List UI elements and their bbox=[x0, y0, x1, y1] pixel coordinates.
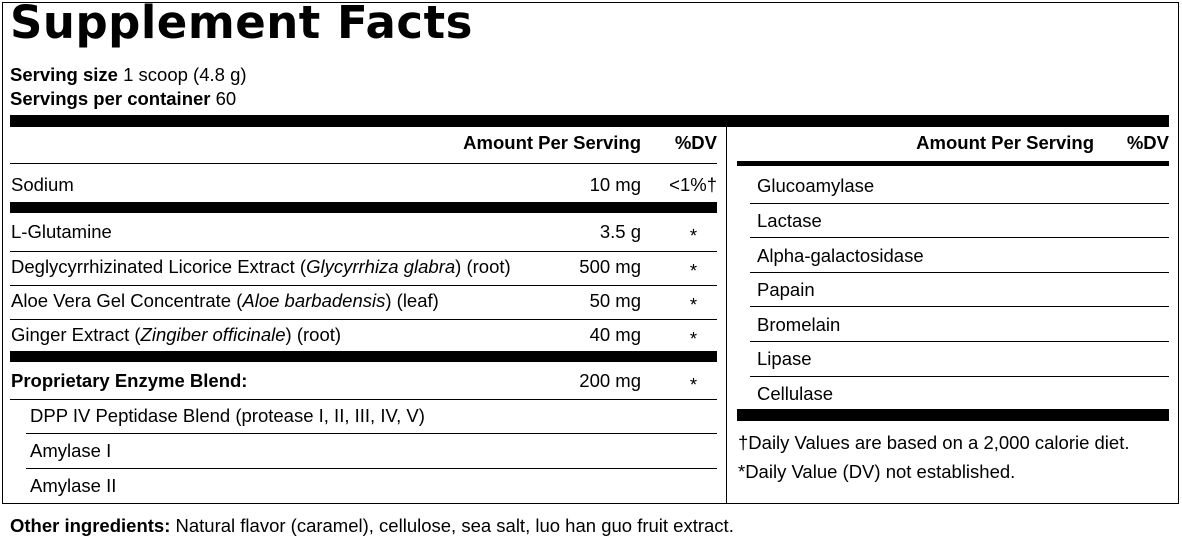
left-header-dv: %DV bbox=[674, 132, 717, 153]
servings-value: 60 bbox=[215, 88, 237, 109]
blend-item: Glucoamylase bbox=[757, 175, 875, 196]
footnote-daily-values: †Daily Values are based on a 2,000 calorie diet. bbox=[738, 432, 1130, 453]
left-thick-rule-1 bbox=[10, 202, 717, 213]
sodium-amount: 10 mg bbox=[589, 174, 641, 195]
ingredient-amount: 3.5 g bbox=[599, 221, 641, 242]
blend-item: Alpha-galactosidase bbox=[757, 245, 924, 266]
row-rule bbox=[10, 399, 717, 400]
blend-item: Amylase I bbox=[30, 440, 112, 461]
ingredient-name: Deglycyrrhizinated Licorice Extract (Glycyrrhiza glabra) (root) bbox=[11, 256, 511, 277]
left-header-amount: Amount Per Serving bbox=[463, 132, 641, 153]
ingredient-dv: * bbox=[689, 260, 698, 281]
right-header-amount: Amount Per Serving bbox=[916, 132, 1094, 153]
row-rule bbox=[750, 376, 1169, 377]
other-ingredients-text: Natural flavor (caramel), cellulose, sea salt, luo han guo fruit extract. bbox=[175, 515, 734, 536]
ingredient-name: Aloe Vera Gel Concentrate (Aloe barbadensis) (leaf) bbox=[11, 290, 439, 311]
ingredient-dv: * bbox=[689, 225, 698, 246]
right-header-dv: %DV bbox=[1126, 132, 1169, 153]
blend-name: Proprietary Enzyme Blend: bbox=[11, 370, 248, 391]
row-rule bbox=[750, 203, 1169, 204]
blend-item: Amylase II bbox=[30, 475, 117, 496]
ingredient-name: L-Glutamine bbox=[11, 221, 112, 242]
blend-dv: * bbox=[689, 374, 698, 395]
right-thick-rule bbox=[737, 409, 1169, 421]
blend-item: Lipase bbox=[757, 348, 812, 369]
row-rule bbox=[10, 319, 717, 320]
right-header-rule bbox=[737, 161, 1169, 166]
ingredient-dv: * bbox=[689, 328, 698, 349]
sodium-dv: <1%† bbox=[669, 174, 717, 195]
serving-size-label: Serving size bbox=[10, 64, 118, 85]
blend-item: Bromelain bbox=[757, 314, 841, 335]
other-ingredients-label: Other ingredients: bbox=[10, 515, 171, 536]
footnote-dv-not-established: *Daily Value (DV) not established. bbox=[738, 461, 1016, 482]
servings-label: Servings per container bbox=[10, 88, 211, 109]
ingredient-name: Ginger Extract (Zingiber officinale) (root) bbox=[11, 324, 342, 345]
top-thick-rule bbox=[10, 115, 1169, 127]
blend-item: Papain bbox=[757, 279, 815, 300]
row-rule bbox=[26, 468, 717, 469]
blend-item: Cellulase bbox=[757, 383, 834, 404]
row-rule bbox=[750, 272, 1169, 273]
servings-per-container bbox=[10, 88, 236, 110]
sodium-name: Sodium bbox=[11, 174, 74, 195]
ingredient-dv: * bbox=[689, 294, 698, 315]
serving-size bbox=[10, 64, 247, 86]
blend-item: Lactase bbox=[757, 210, 822, 231]
row-rule bbox=[26, 433, 717, 434]
row-rule bbox=[750, 306, 1169, 307]
other-ingredients bbox=[10, 515, 734, 537]
serving-size-value: 1 scoop (4.8 g) bbox=[123, 64, 247, 85]
row-rule bbox=[750, 237, 1169, 238]
left-header-rule bbox=[10, 163, 717, 164]
row-rule bbox=[10, 285, 717, 286]
left-thick-rule-2 bbox=[10, 351, 717, 362]
row-rule bbox=[10, 251, 717, 252]
ingredient-amount: 50 mg bbox=[589, 290, 641, 311]
ingredient-amount: 40 mg bbox=[589, 324, 641, 345]
blend-amount: 200 mg bbox=[579, 370, 641, 391]
row-rule bbox=[750, 341, 1169, 342]
panel-title: Supplement Facts bbox=[10, 0, 473, 49]
ingredient-amount: 500 mg bbox=[579, 256, 641, 277]
blend-item: DPP IV Peptidase Blend (protease I, II, III, IV, V) bbox=[30, 405, 425, 426]
